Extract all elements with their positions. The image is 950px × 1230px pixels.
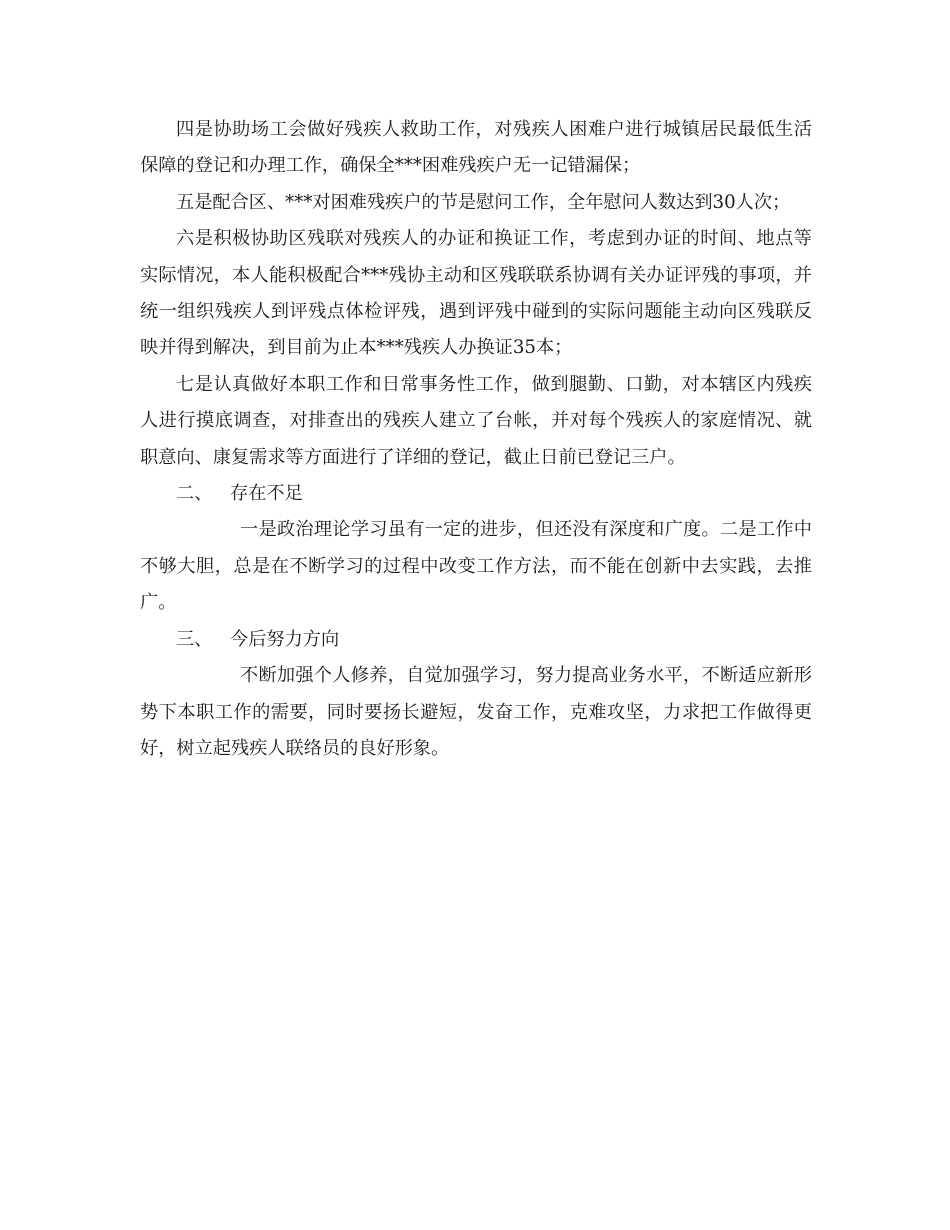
section-heading-shortcomings [140,476,812,512]
section-title: 今后努力方向 [230,628,340,650]
section-heading-future-direction [140,622,812,658]
section-title: 存在不足 [230,483,303,505]
section-body-shortcomings: 一是政治理论学习虽有一定的进步，但还没有深度和广度。二是工作中不够大胆，总是在不断学习的过程中改变工作方法，而不能在创新中去实践，去推广。 [140,519,812,614]
section-number: 三、 [176,628,213,650]
paragraph-item-6: 六是积极协助区残联对残疾人的办证和换证工作，考虑到办证的时间、地点等实际情况，本人能积极配合***残协主动和区残联联系协调有关办证评残的事项，并统一组织残疾人到评残点体检评残，遇到评残中碰到的实际问题能主动向区残联反映并得到解决，到目前为止本***残疾人办换证35本； [140,228,812,359]
paragraph-item-5: 五是配合区、***对困难残疾户的节是慰问工作，全年慰问人数达到30人次； [176,191,791,213]
document-body [140,112,812,767]
paragraph-item-7: 七是认真做好本职工作和日常事务性工作，做到腿勤、口勤，对本辖区内残疾人进行摸底调查，对排查出的残疾人建立了台帐，并对每个残疾人的家庭情况、就职意向、康复需求等方面进行了详细的登记，截止日前已登记三户。 [140,373,812,468]
section-number: 二、 [176,483,213,505]
paragraph-item-4: 四是协助场工会做好残疾人救助工作，对残疾人困难户进行城镇居民最低生活保障的登记和办理工作，确保全***困难残疾户无一记错漏保； [140,119,812,177]
section-body-future-direction: 不断加强个人修养，自觉加强学习，努力提高业务水平，不断适应新形势下本职工作的需要，同时要扬长避短，发奋工作，克难攻坚，力求把工作做得更好，树立起残疾人联络员的良好形象。 [140,665,812,759]
